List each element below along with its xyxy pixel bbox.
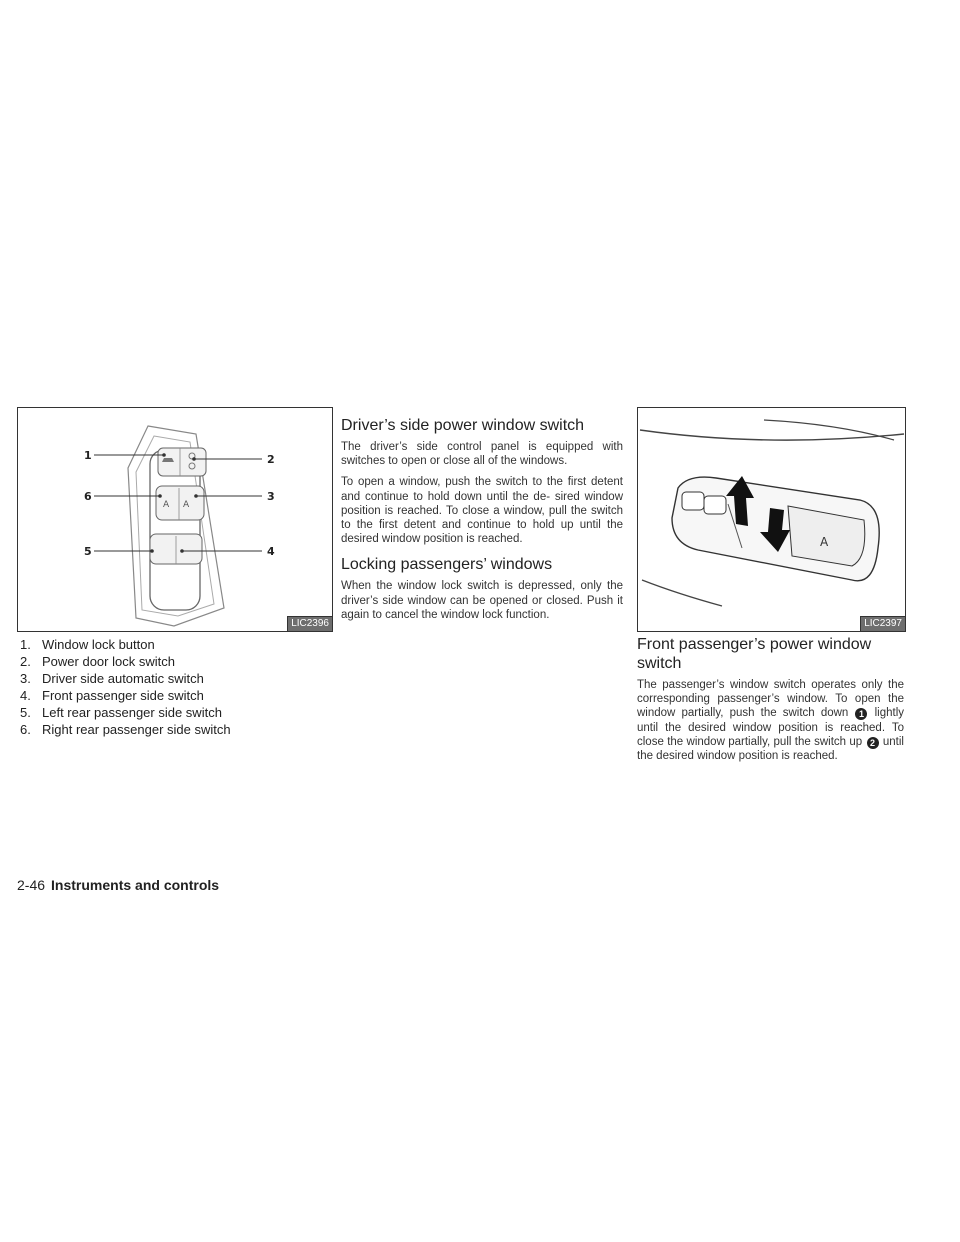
legend-item: 1. Window lock button [20,637,155,652]
paragraph: When the window lock switch is depressed, only the driver’s side window can be opened or closed. Push it again to cancel the window lock function. [341,580,623,621]
column-middle [341,416,623,629]
callout-2: 2 [267,453,275,466]
figure-passenger-switch [637,407,906,632]
callout-3: 3 [267,490,275,503]
heading-driver-switch: Driver’s side power window switch [341,417,585,434]
callout-4: 4 [267,545,275,558]
svg-text:A: A [163,500,170,510]
heading-locking-windows: Locking passengers’ windows [341,556,553,574]
figure-code: LIC2397 [860,616,905,631]
callout-legend [20,636,320,738]
section-title: Instruments and controls [51,877,220,893]
page-number: 2-46 [17,877,46,893]
heading-front-passenger-switch: Front passenger’s power window switch [637,636,872,672]
paragraph: The driver’s side control panel is equipped with switches to open or close all of the windows. [341,441,623,468]
column-right [637,635,904,770]
marker-1-icon: 1 [855,708,867,720]
page-footer [17,877,219,893]
legend-item: 6. Right rear passenger side switch [20,722,231,737]
legend-item: 2. Power door lock switch [20,654,175,669]
callout-6: 6 [84,490,92,503]
svg-text:A: A [820,535,829,549]
passenger-switch-illustration [638,408,905,631]
figure-driver-switch-panel [17,407,333,632]
paragraph: The passenger’s window switch operates only the corresponding passenger’s window. To open the window partially, push the switch down 1 lightly until the desired window position is reached. To close the window partially, pull the switch up 2 until the desired window position is reached. [637,679,905,763]
paragraph: To open a window, push the switch to the first detent and continue to hold down until the de- sired window position is reached. To close a window, pull the switch to the first detent and continue to hold up until the desired window position is reached. [341,476,623,546]
driver-switch-illustration [18,408,332,631]
marker-2-icon: 2 [867,737,879,749]
svg-text:A: A [183,500,190,510]
callout-5: 5 [84,545,92,558]
figure-code: LIC2396 [287,616,332,631]
legend-item: 4. Front passenger side switch [20,688,204,703]
callout-1: 1 [84,449,92,462]
legend-item: 5. Left rear passenger side switch [20,705,222,720]
legend-item: 3. Driver side automatic switch [20,671,204,686]
